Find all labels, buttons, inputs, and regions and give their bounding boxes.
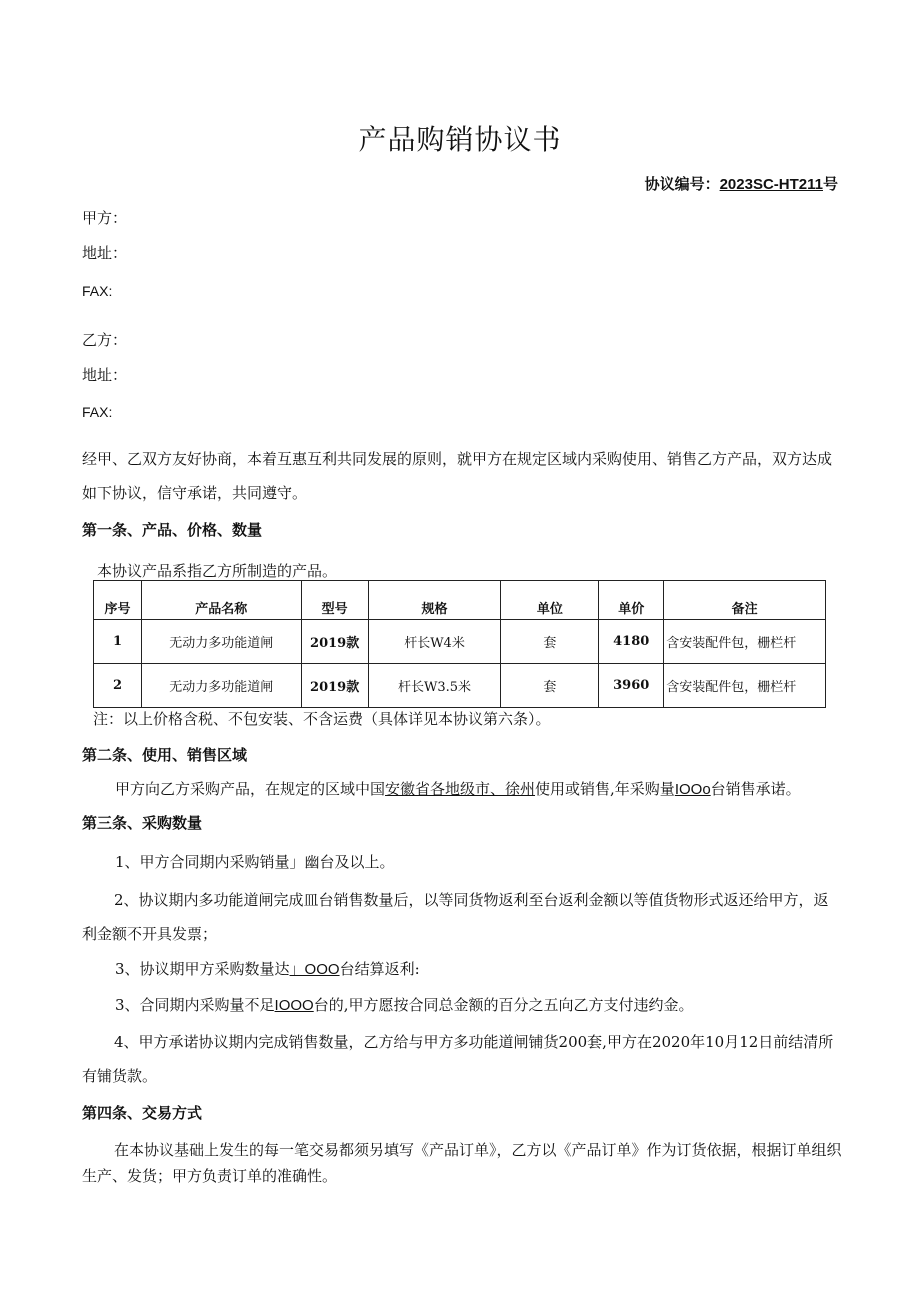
doc-number-value: 2023SC-HT211 — [719, 176, 823, 193]
article3-item3b — [115, 994, 694, 1015]
article1-note: 注：以上价格含税、不包安装、不含运费（具体详见本协议第六条）。 — [93, 710, 551, 728]
doc-number-suffix: 号 — [822, 176, 838, 193]
cell-product-name: 无动力多功能道闸 — [141, 664, 301, 708]
article3-item1: 1、甲方合同期内采购销量」幽台及以上。 — [115, 853, 395, 871]
col-header-model: 型号 — [301, 581, 368, 620]
col-header-remarks: 备注 — [664, 581, 826, 620]
article2-text-a: 甲方向乙方采购产品，在规定的区域中国 — [115, 780, 386, 798]
party-a-fax-label: FAX: — [82, 283, 113, 299]
cell-index: 1 — [94, 620, 142, 664]
article3-item3a-suffix: 台结算返利: — [339, 960, 420, 978]
article3-item3a-prefix: 3、协议期甲方采购数量达 — [115, 960, 290, 978]
article2-paragraph — [115, 778, 801, 799]
table-header-row — [94, 581, 826, 620]
article1-lead: 本协议产品系指乙方所制造的产品。 — [97, 562, 338, 580]
party-b-address-label: 地址： — [82, 366, 128, 384]
cell-model: 2019款 — [301, 664, 368, 708]
party-a-name-label: 甲方： — [82, 209, 128, 227]
cell-unit-price: 4180 — [599, 620, 664, 664]
document-title: 产品购销协议书 — [358, 123, 562, 156]
article4-heading: 第四条、交易方式 — [82, 1104, 203, 1122]
party-a-address-label: 地址： — [82, 244, 128, 262]
cell-remarks: 含安装配件包，栅栏杆 — [664, 664, 826, 708]
doc-number-label: 协议编号： — [644, 176, 720, 193]
article3-item3a-value: 」OOO — [289, 961, 340, 978]
article3-item3b-suffix: 台的,甲方愿按合同总金额的百分之五向乙方支付违约金。 — [313, 996, 694, 1014]
col-header-index: 序号 — [94, 581, 142, 620]
article2-quantity: IOOo — [674, 781, 711, 798]
article3-item3b-value: IOOO — [274, 997, 314, 1014]
doc-number — [645, 173, 838, 194]
article4-paragraph: 在本协议基础上发生的每一笔交易都须另填写《产品订单》，乙方以《产品订单》作为订货依据，根据订单组织生产、发货；甲方负责订单的准确性。 — [82, 1141, 842, 1185]
col-header-spec: 规格 — [368, 581, 501, 620]
col-header-unit: 单位 — [501, 581, 599, 620]
table-row — [94, 664, 826, 708]
cell-spec: 杆长W4米 — [368, 620, 501, 664]
product-table — [93, 580, 826, 708]
article1-heading: 第一条、产品、价格、数量 — [82, 521, 263, 539]
article3-item3b-prefix: 3、合同期内采购量不足 — [115, 996, 275, 1014]
cell-unit-price: 3960 — [599, 664, 664, 708]
article3-item3a — [115, 958, 420, 979]
cell-unit: 套 — [501, 620, 599, 664]
cell-unit: 套 — [501, 664, 599, 708]
cell-model: 2019款 — [301, 620, 368, 664]
table-row — [94, 620, 826, 664]
party-b-name-label: 乙方： — [82, 331, 128, 349]
cell-index: 2 — [94, 664, 142, 708]
article2-heading: 第二条、使用、销售区域 — [82, 746, 248, 764]
article3-heading: 第三条、采购数量 — [82, 814, 203, 832]
col-header-product-name: 产品名称 — [141, 581, 301, 620]
intro-paragraph: 经甲、乙双方友好协商，本着互惠互利共同发展的原则，就甲方在规定区域内采购使用、销售乙方产品，双方达成如下协议，信守承诺，共同遵守。 — [82, 450, 833, 502]
article2-text-b: 使用或销售,年采购量 — [535, 780, 675, 798]
col-header-unit-price: 单价 — [599, 581, 664, 620]
article2-region: 安徽省各地级市、徐州 — [385, 780, 536, 798]
cell-product-name: 无动力多功能道闸 — [141, 620, 301, 664]
article3-item2: 2、协议期内多功能道闸完成皿台销售数量后，以等同货物返利至台返利金额以等值货物形式返还给甲方，返利金额不开具发票； — [82, 891, 829, 943]
cell-remarks: 含安装配件包，栅栏杆 — [664, 620, 826, 664]
party-b-fax-label: FAX: — [82, 404, 113, 420]
cell-spec: 杆长W3.5米 — [368, 664, 501, 708]
article2-text-c: 台销售承诺。 — [710, 780, 801, 798]
article3-item4: 4、甲方承诺协议期内完成销售数量，乙方给与甲方多功能道闸铺货200套,甲方在2020年10月12日前结清所有铺货款。 — [82, 1033, 834, 1085]
